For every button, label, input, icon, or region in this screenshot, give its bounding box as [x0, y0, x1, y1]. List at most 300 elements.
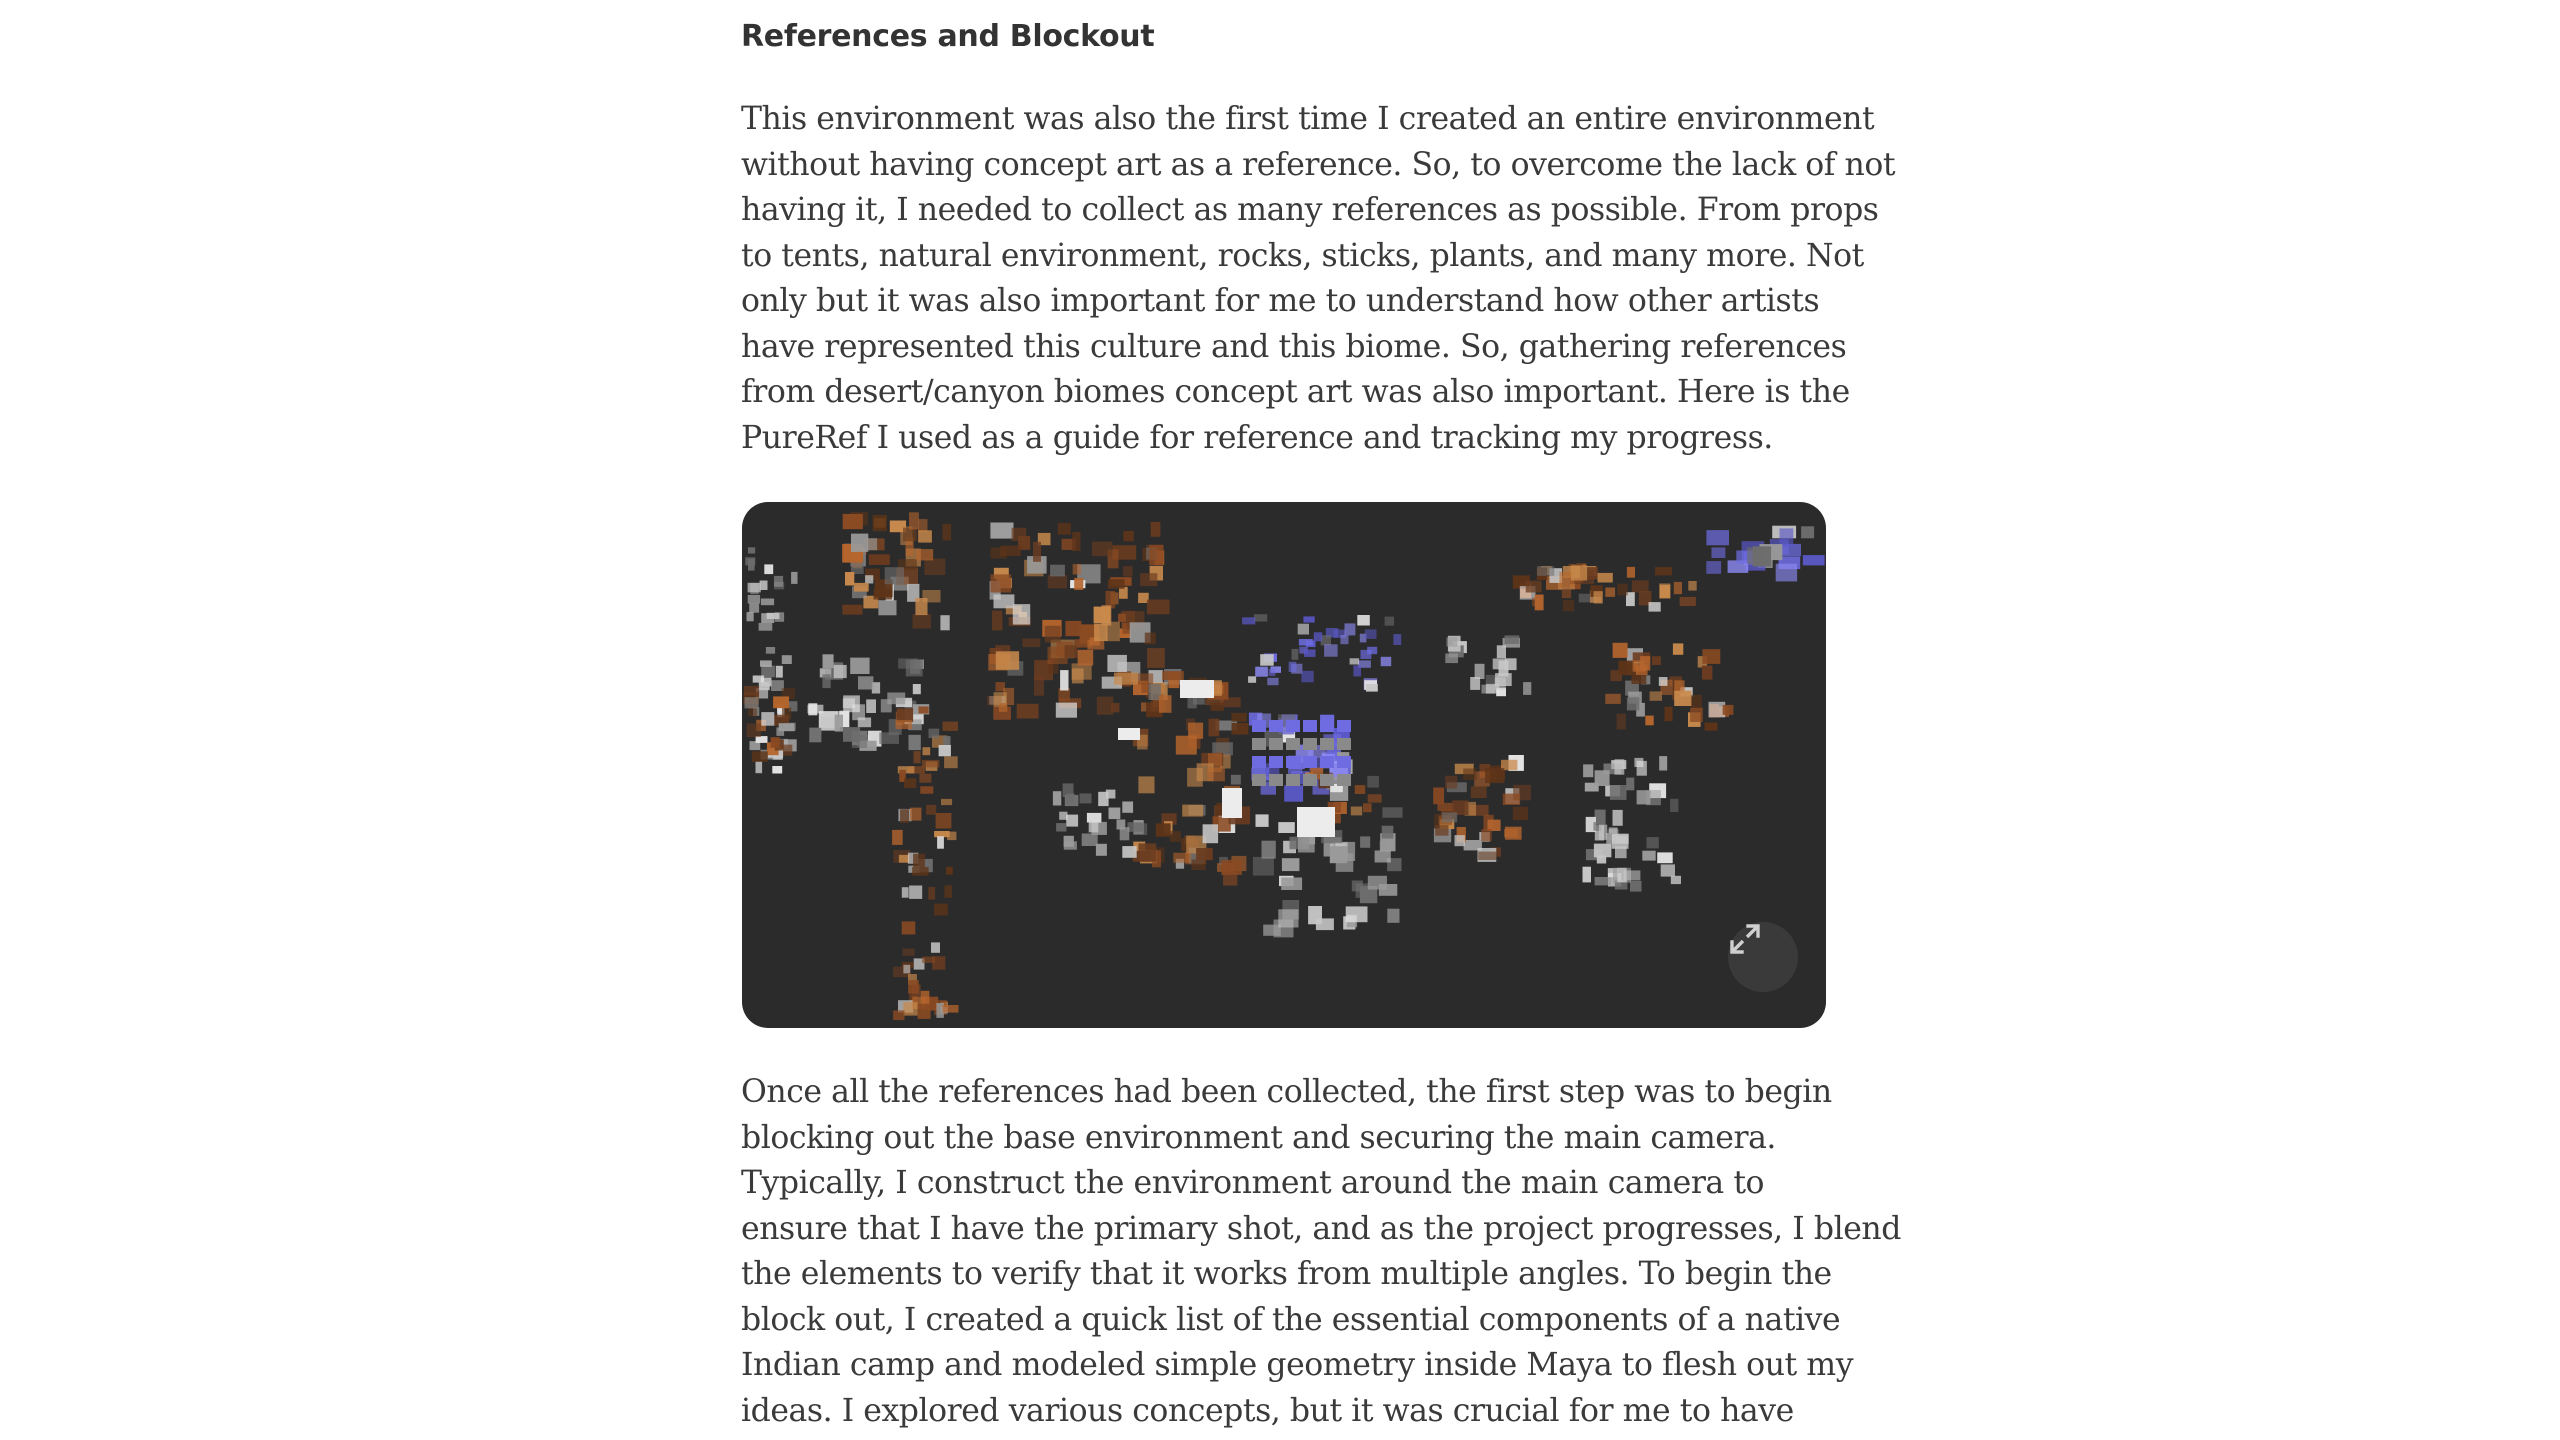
reference-thumbnail [1253, 857, 1274, 876]
reference-thumbnail [776, 666, 783, 678]
reference-thumbnail [900, 809, 909, 823]
reference-thumbnail [1256, 814, 1269, 827]
reference-thumbnail [1050, 565, 1065, 577]
reference-thumbnail [1082, 834, 1098, 847]
reference-thumbnail [1513, 807, 1528, 820]
reference-thumbnail [1613, 643, 1628, 658]
reference-thumbnail [1284, 785, 1303, 801]
reference-thumbnail [943, 722, 958, 731]
reference-thumbnail [926, 805, 936, 815]
reference-thumbnail [843, 514, 863, 529]
reference-thumbnail [1646, 790, 1661, 805]
reference-thumbnail [1269, 756, 1283, 768]
reference-thumbnail [1106, 790, 1116, 799]
reference-thumbnail [1260, 654, 1274, 666]
paragraph-line: blocking out the base environment and securing the main camera. [741, 1119, 1776, 1156]
reference-thumbnail [1269, 774, 1283, 786]
reference-thumbnail [1094, 624, 1107, 641]
reference-thumbnail [867, 538, 877, 550]
reference-thumbnail [1058, 523, 1071, 535]
reference-thumbnail [922, 957, 935, 963]
reference-thumbnail [1221, 860, 1242, 875]
reference-thumbnail [1368, 876, 1387, 890]
reference-thumbnail [878, 600, 896, 615]
reference-thumbnail [1642, 851, 1655, 861]
reference-thumbnail [1471, 786, 1487, 798]
reference-thumbnail [991, 574, 1012, 592]
reference-thumbnail [996, 651, 1019, 670]
reference-thumbnail [919, 706, 929, 713]
reference-thumbnail [858, 676, 873, 689]
reference-thumbnail [1353, 665, 1361, 676]
reference-thumbnail [1355, 785, 1365, 794]
reference-thumbnail [919, 774, 931, 783]
reference-thumbnail [899, 855, 909, 863]
reference-thumbnail [1242, 617, 1255, 624]
reference-thumbnail [749, 603, 759, 613]
reference-thumbnail [990, 523, 1013, 539]
reference-thumbnail [1252, 720, 1266, 732]
reference-thumbnail [992, 611, 1002, 631]
reference-thumbnail [1380, 841, 1391, 852]
reference-thumbnail [1282, 858, 1300, 871]
reference-thumbnail [1173, 853, 1191, 863]
reference-thumbnail [1337, 756, 1351, 768]
paragraph-line: Indian camp and modeled simple geometry inside Maya to flesh out my [741, 1347, 1854, 1383]
paragraph-blockout [741, 1070, 1901, 1434]
reference-thumbnail [1066, 815, 1078, 827]
reference-thumbnail [759, 682, 770, 690]
reference-thumbnail [1387, 909, 1399, 923]
reference-thumbnail [744, 686, 759, 696]
reference-thumbnail [1337, 720, 1351, 732]
reference-thumbnail [902, 887, 909, 898]
reference-thumbnail [764, 564, 773, 574]
reference-thumbnail [1120, 827, 1130, 840]
reference-thumbnail [1303, 720, 1317, 732]
reference-thumbnail [1634, 758, 1643, 767]
reference-thumbnail [1269, 738, 1283, 750]
reference-thumbnail [1803, 555, 1825, 565]
reference-thumbnail [1232, 723, 1249, 735]
reference-thumbnail [843, 727, 860, 742]
reference-thumbnail [1064, 836, 1074, 847]
reference-thumbnail [1504, 829, 1518, 838]
reference-thumbnail [1187, 768, 1203, 787]
section-heading: References and Blockout [741, 19, 1155, 54]
reference-thumbnail [903, 1002, 917, 1016]
reference-thumbnail [858, 718, 871, 728]
reference-thumbnail [748, 547, 755, 553]
reference-thumbnail [940, 615, 949, 630]
reference-thumbnail [1470, 677, 1480, 690]
reference-thumbnail [1433, 788, 1444, 805]
paragraph-line: having it, I needed to collect as many references as possible. From props [741, 192, 1879, 228]
reference-thumbnail [773, 696, 789, 708]
reference-thumbnail [937, 836, 944, 848]
reference-thumbnail [1231, 775, 1241, 785]
expand-image-button[interactable] [1728, 922, 1798, 992]
reference-thumbnail [1065, 621, 1081, 636]
reference-thumbnail [842, 605, 862, 615]
reference-thumbnail [1652, 656, 1661, 665]
reference-thumbnail [1269, 669, 1276, 676]
reference-thumbnail [947, 832, 956, 841]
reference-thumbnail [1706, 530, 1729, 545]
reference-thumbnail [1123, 531, 1133, 541]
reference-thumbnail [1301, 671, 1313, 683]
reference-thumbnail [903, 965, 910, 974]
reference-thumbnail [1303, 738, 1317, 750]
paragraph-line: Typically, I construct the environment around the main camera to [741, 1165, 1765, 1201]
reference-thumbnail [1583, 867, 1592, 883]
reference-thumbnail [854, 583, 869, 592]
reference-thumbnail [845, 572, 854, 586]
reference-thumbnail [879, 732, 899, 744]
reference-thumbnail [1705, 723, 1718, 731]
reference-thumbnail [936, 813, 952, 829]
reference-thumbnail [943, 524, 952, 541]
reference-thumbnail [1605, 694, 1621, 704]
reference-thumbnail [1613, 810, 1623, 826]
reference-thumbnail [1497, 645, 1506, 658]
reference-thumbnail [1657, 852, 1673, 863]
reference-thumbnail [893, 1010, 904, 1020]
reference-thumbnail [1361, 650, 1372, 659]
reference-thumbnail [892, 830, 903, 845]
reference-thumbnail [1123, 566, 1133, 577]
reference-thumbnail [1320, 756, 1334, 768]
reference-thumbnail [1627, 567, 1635, 578]
reference-thumbnail [1278, 909, 1298, 927]
reference-thumbnail [1702, 666, 1712, 680]
reference-thumbnail [1712, 547, 1726, 558]
reference-thumbnail [1337, 774, 1351, 786]
paragraph-references [741, 97, 1896, 461]
reference-thumbnail [1278, 822, 1295, 833]
reference-thumbnail [946, 867, 953, 875]
reference-thumbnail [1633, 660, 1646, 671]
reference-thumbnail [822, 674, 830, 688]
reference-thumbnail [1289, 662, 1297, 672]
reference-thumbnail [1207, 767, 1225, 781]
reference-thumbnail [918, 519, 927, 532]
reference-thumbnail [1445, 654, 1458, 664]
reference-thumbnail [1505, 635, 1520, 644]
paragraph-line: ideas. I explored various concepts, but it was crucial for me to have [741, 1392, 1794, 1429]
reference-thumbnail [767, 613, 780, 619]
reference-thumbnail [941, 799, 952, 805]
reference-thumbnail [931, 942, 940, 952]
reference-thumbnail [928, 887, 935, 900]
reference-thumbnail [1156, 823, 1171, 836]
reference-thumbnail [747, 612, 754, 621]
reference-thumbnail [1660, 585, 1670, 598]
reference-thumbnail [834, 665, 847, 678]
reference-thumbnail [897, 708, 913, 722]
reference-thumbnail [1673, 643, 1683, 654]
reference-thumbnail [1034, 676, 1044, 696]
reference-thumbnail [1670, 799, 1678, 812]
reference-thumbnail [1065, 645, 1078, 658]
reference-thumbnail [1523, 682, 1531, 695]
reference-thumbnail [1180, 680, 1214, 698]
reference-thumbnail [1048, 575, 1068, 588]
reference-thumbnail [1340, 635, 1348, 644]
reference-thumbnail [1286, 738, 1300, 750]
reference-thumbnail [1072, 532, 1080, 551]
reference-thumbnail [1108, 579, 1125, 589]
reference-thumbnail [913, 854, 925, 868]
reference-thumbnail [914, 751, 921, 763]
reference-thumbnail [1381, 657, 1392, 666]
reference-thumbnail [1610, 785, 1627, 800]
reference-thumbnail [1594, 591, 1603, 603]
reference-thumbnail [912, 867, 928, 876]
reference-thumbnail [929, 729, 940, 739]
reference-thumbnail [1303, 616, 1314, 622]
reference-thumbnail [896, 720, 913, 729]
reference-thumbnail [1149, 545, 1163, 566]
reference-thumbnail [909, 735, 921, 750]
reference-thumbnail [1776, 564, 1797, 582]
paragraph-line: have represented this culture and this biome. So, gathering references [741, 328, 1847, 365]
reference-thumbnail [1059, 812, 1067, 820]
reference-thumbnail [761, 599, 774, 606]
reference-thumbnail [766, 647, 775, 654]
reference-thumbnail [1210, 703, 1224, 711]
reference-thumbnail [1650, 691, 1662, 700]
reference-thumbnail [1045, 626, 1061, 643]
reference-thumbnail [1630, 881, 1642, 892]
reference-thumbnail [1262, 841, 1276, 859]
pureref-board-image[interactable] [742, 502, 1826, 1028]
reference-thumbnail [1324, 644, 1338, 656]
reference-thumbnail [1252, 756, 1266, 768]
reference-thumbnail [1595, 770, 1610, 786]
reference-thumbnail [1723, 705, 1734, 715]
reference-thumbnail [1446, 637, 1457, 646]
reference-thumbnail [1351, 807, 1362, 816]
reference-thumbnail [1320, 720, 1334, 732]
reference-thumbnail [1445, 776, 1457, 789]
reference-thumbnail [945, 885, 953, 898]
reference-thumbnail [823, 654, 834, 668]
reference-thumbnail [1463, 769, 1477, 781]
reference-thumbnail [772, 766, 782, 774]
reference-thumbnail [1655, 567, 1672, 575]
reference-thumbnail [1122, 846, 1136, 858]
reference-thumbnail [1674, 691, 1691, 706]
paragraph-line: only but it was also important for me to understand how other artists [741, 283, 1820, 319]
reference-thumbnail [1612, 834, 1629, 844]
reference-thumbnail [1382, 807, 1402, 817]
reference-thumbnail [1382, 826, 1394, 839]
reference-thumbnail [1535, 595, 1544, 611]
reference-thumbnail [924, 559, 945, 575]
reference-thumbnail [1073, 564, 1081, 574]
reference-thumbnail [923, 747, 931, 755]
reference-thumbnail [1056, 823, 1066, 831]
reference-thumbnail [1320, 738, 1334, 750]
paragraph-line: PureRef I used as a guide for reference and tracking my progress. [741, 419, 1773, 456]
reference-thumbnail [1298, 624, 1309, 635]
reference-thumbnail [934, 904, 948, 916]
reference-thumbnail [1209, 719, 1220, 737]
reference-thumbnail [1597, 856, 1606, 864]
reference-thumbnail [1617, 584, 1628, 596]
expand-icon [1728, 922, 1762, 956]
reference-thumbnail [760, 660, 772, 666]
reference-thumbnail [1147, 648, 1165, 668]
reference-thumbnail [869, 554, 890, 565]
reference-thumbnail [1147, 600, 1170, 615]
reference-thumbnail [1022, 639, 1040, 648]
reference-thumbnail [748, 595, 760, 604]
paragraph-line: This environment was also the first time I created an entire environment [741, 101, 1875, 137]
reference-thumbnail [1345, 623, 1356, 635]
reference-thumbnail [1337, 738, 1351, 750]
reference-thumbnail [939, 745, 951, 756]
reference-thumbnail [1017, 704, 1039, 719]
reference-thumbnail [904, 778, 916, 788]
reference-thumbnail [1368, 794, 1382, 802]
reference-thumbnail [774, 576, 783, 587]
reference-thumbnail [1314, 632, 1323, 641]
reference-thumbnail [1303, 756, 1317, 768]
reference-thumbnail [1626, 778, 1634, 791]
reference-thumbnail [1367, 776, 1379, 788]
reference-thumbnail [750, 741, 761, 750]
reference-thumbnail [1133, 823, 1147, 835]
reference-thumbnail [999, 703, 1007, 712]
reference-thumbnail [791, 572, 797, 584]
reference-thumbnail [1063, 783, 1074, 797]
reference-thumbnail [922, 590, 940, 602]
paragraph-line: without having concept art as a reference. So, to overcome the lack of not [741, 146, 1896, 183]
paragraph-line: to tents, natural environment, rocks, sticks, plants, and many more. Not [741, 237, 1864, 274]
reference-thumbnail [1393, 634, 1401, 645]
reference-thumbnail [1594, 844, 1612, 858]
reference-thumbnail [1299, 639, 1313, 646]
reference-thumbnail [753, 676, 764, 683]
reference-thumbnail [1690, 708, 1703, 722]
reference-thumbnail [1753, 546, 1771, 566]
paragraph-line: block out, I created a quick list of the essential components of a native [741, 1301, 1841, 1338]
reference-thumbnail [1647, 837, 1659, 848]
reference-thumbnail [1665, 707, 1673, 721]
reference-thumbnail [1605, 588, 1615, 597]
reference-thumbnail [1357, 615, 1370, 626]
reference-thumbnail [1111, 703, 1120, 712]
reference-thumbnail [808, 703, 817, 715]
reference-thumbnail [1196, 848, 1213, 860]
reference-thumbnail [916, 549, 933, 560]
reference-thumbnail [1222, 788, 1242, 818]
reference-thumbnail [1526, 581, 1542, 593]
reference-thumbnail [1503, 794, 1520, 805]
reference-thumbnail [918, 1004, 931, 1019]
reference-thumbnail [1485, 768, 1504, 783]
reference-thumbnail [1780, 528, 1794, 546]
reference-thumbnail [1292, 649, 1299, 660]
reference-thumbnail [1138, 776, 1154, 793]
reference-thumbnail [1659, 756, 1667, 770]
reference-thumbnail [1118, 614, 1126, 622]
reference-thumbnail [1455, 835, 1465, 846]
reference-thumbnail [1281, 878, 1302, 891]
reference-thumbnail [1437, 803, 1454, 811]
reference-thumbnail [1365, 629, 1377, 639]
reference-thumbnail [1267, 678, 1278, 685]
reference-thumbnail [1248, 676, 1256, 683]
reference-thumbnail [1595, 877, 1612, 885]
reference-thumbnail [1033, 542, 1041, 562]
reference-thumbnail [1346, 906, 1368, 922]
reference-thumbnail [745, 697, 759, 708]
reference-thumbnail [1072, 668, 1084, 683]
reference-thumbnail [1107, 655, 1127, 672]
reference-thumbnail [918, 530, 932, 542]
reference-thumbnail [922, 760, 940, 768]
reference-thumbnail [1661, 864, 1675, 876]
reference-thumbnail [1303, 774, 1317, 786]
reference-thumbnail [1192, 860, 1206, 871]
reference-thumbnail [1000, 546, 1021, 557]
reference-thumbnail [1097, 697, 1114, 715]
reference-thumbnail [1320, 774, 1334, 786]
reference-thumbnail [1298, 835, 1315, 853]
reference-thumbnail [1366, 684, 1378, 692]
reference-thumbnail [1495, 678, 1506, 690]
reference-thumbnail [1563, 600, 1574, 611]
reference-thumbnail [1615, 759, 1625, 775]
reference-thumbnail [1145, 633, 1156, 645]
reference-thumbnail [903, 949, 915, 956]
reference-thumbnail [809, 728, 821, 743]
reference-thumbnail [1203, 824, 1219, 843]
reference-thumbnail [1182, 805, 1203, 817]
reference-thumbnail [1140, 573, 1157, 586]
reference-thumbnail [1475, 664, 1485, 679]
reference-thumbnail [887, 693, 905, 705]
reference-thumbnail [1286, 774, 1300, 786]
reference-thumbnail [1659, 677, 1668, 686]
reference-thumbnail [835, 715, 843, 732]
reference-thumbnail [851, 534, 868, 552]
reference-thumbnail [1118, 728, 1140, 740]
reference-thumbnail [1080, 793, 1092, 803]
reference-thumbnail [1162, 671, 1184, 680]
reference-thumbnail [1599, 825, 1607, 840]
reference-thumbnail [1435, 825, 1448, 836]
reference-thumbnail [1297, 807, 1335, 837]
reference-thumbnail [1442, 812, 1457, 822]
reference-thumbnail [1617, 714, 1626, 730]
reference-thumbnail [1092, 822, 1107, 835]
reference-thumbnail [1139, 843, 1157, 861]
reference-thumbnail [1308, 906, 1322, 924]
reference-thumbnail [1537, 566, 1554, 576]
reference-thumbnail [1074, 578, 1083, 590]
reference-thumbnail [1053, 791, 1061, 805]
reference-thumbnail [1087, 813, 1102, 823]
reference-thumbnail [1649, 602, 1661, 612]
reference-thumbnail [865, 575, 873, 583]
reference-thumbnail [1363, 803, 1372, 812]
reference-thumbnail [1056, 703, 1077, 718]
reference-thumbnail [1170, 831, 1181, 842]
